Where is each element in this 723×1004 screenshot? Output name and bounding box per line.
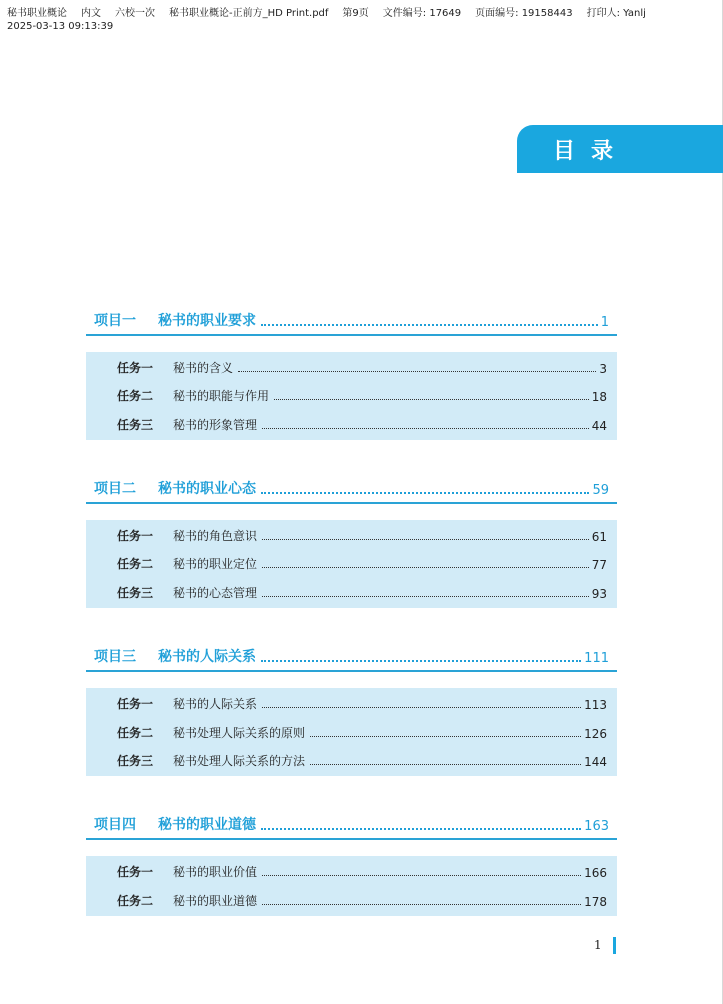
header-file-name: 秘书职业概论-正前方_HD Print.pdf (169, 8, 329, 19)
leader-dots (261, 322, 598, 326)
task-title: 秘书的职能与作用 (173, 389, 270, 404)
toc-task-entry[interactable] (86, 689, 617, 718)
project-title: 秘书的职业要求 (158, 313, 256, 329)
page-number: 1 (594, 938, 602, 952)
toc-task-entry[interactable] (86, 857, 617, 886)
task-title: 秘书的职业定位 (173, 557, 258, 572)
header-printer: 打印人: Yanlj (586, 8, 646, 19)
project-number: 项目四 (94, 817, 136, 834)
project-page: 163 (584, 819, 609, 835)
project-page: 1 (600, 315, 609, 330)
leader-dots (262, 902, 581, 905)
toc-task-entry[interactable] (86, 578, 617, 607)
task-number: 任务一 (117, 528, 154, 543)
task-number: 任务三 (117, 418, 154, 433)
task-number: 任务一 (117, 696, 154, 711)
leader-dots (238, 369, 596, 372)
project-title: 秘书的职业心态 (158, 481, 256, 498)
toc-project-group (86, 300, 617, 440)
task-page: 44 (591, 419, 607, 434)
task-page: 93 (591, 587, 607, 602)
toc-project-group (86, 804, 617, 915)
toc-task-entry[interactable] (86, 550, 617, 579)
task-list (86, 352, 617, 440)
leader-dots (262, 565, 589, 568)
task-title: 秘书的人际关系 (173, 696, 258, 711)
project-title: 秘书的人际关系 (158, 649, 256, 666)
header-page: 第9页 (342, 8, 369, 19)
task-number: 任务二 (117, 725, 154, 740)
leader-dots (261, 658, 581, 662)
task-title: 秘书的职业道德 (173, 893, 258, 908)
header-timestamp: 2025-03-13 09:13:39 (7, 21, 114, 32)
project-number: 项目二 (94, 481, 136, 498)
toc-project-entry[interactable] (86, 300, 617, 336)
task-title: 秘书的心态管理 (173, 586, 258, 601)
leader-dots (262, 537, 589, 540)
task-number: 任务一 (117, 864, 154, 879)
task-page: 113 (584, 697, 607, 712)
page-title: 目录 (553, 137, 630, 164)
header-proof: 六校一次 (115, 8, 155, 19)
toc-project-entry[interactable] (86, 804, 617, 840)
leader-dots (262, 873, 581, 876)
task-page: 126 (584, 726, 607, 741)
toc-task-entry[interactable] (86, 410, 617, 439)
project-page: 111 (584, 651, 609, 667)
leader-dots (261, 490, 589, 494)
task-number: 任务二 (117, 893, 154, 908)
leader-dots (262, 705, 581, 708)
leader-dots (262, 594, 589, 597)
task-page: 18 (591, 390, 607, 405)
task-title: 秘书的含义 (173, 360, 234, 375)
project-title: 秘书的职业道德 (158, 817, 256, 834)
toc-project-entry[interactable] (86, 468, 617, 504)
task-number: 任务一 (117, 360, 154, 375)
task-number: 任务二 (117, 389, 154, 404)
leader-dots (310, 762, 581, 765)
page-number-marker (613, 937, 616, 954)
toc-task-entry[interactable] (86, 382, 617, 411)
task-page: 61 (591, 529, 607, 544)
task-page: 166 (584, 865, 607, 880)
task-page: 178 (584, 894, 607, 909)
task-title: 秘书的形象管理 (173, 418, 258, 433)
header-book: 秘书职业概论 (7, 8, 67, 19)
leader-dots (262, 426, 589, 429)
toc-task-entry[interactable] (86, 718, 617, 747)
table-of-contents (86, 300, 617, 944)
task-list (86, 688, 617, 776)
project-number: 项目一 (94, 313, 136, 329)
task-page: 3 (599, 361, 607, 376)
leader-dots (310, 734, 581, 737)
task-title: 秘书的角色意识 (173, 528, 258, 543)
task-number: 任务三 (117, 586, 154, 601)
task-number: 任务二 (117, 557, 154, 572)
header-page-no: 页面编号: 19158443 (475, 8, 573, 19)
print-header (7, 7, 707, 33)
header-file-no: 文件编号: 17649 (382, 8, 462, 19)
task-page: 77 (591, 558, 607, 573)
task-title: 秘书的职业价值 (173, 864, 258, 879)
header-section: 内文 (81, 8, 101, 19)
toc-task-entry[interactable] (86, 521, 617, 550)
leader-dots (274, 397, 589, 400)
task-list (86, 520, 617, 608)
leader-dots (261, 826, 581, 830)
task-page: 144 (584, 755, 607, 770)
toc-task-entry[interactable] (86, 747, 617, 776)
title-banner (517, 125, 723, 173)
project-page: 59 (592, 483, 609, 499)
toc-task-entry[interactable] (86, 886, 617, 915)
toc-project-group (86, 468, 617, 608)
task-title: 秘书处理人际关系的原则 (173, 725, 306, 740)
task-number: 任务三 (117, 754, 154, 769)
project-number: 项目三 (94, 649, 136, 666)
task-list (86, 856, 617, 915)
toc-project-entry[interactable] (86, 636, 617, 672)
toc-task-entry[interactable] (86, 353, 617, 382)
task-title: 秘书处理人际关系的方法 (173, 754, 306, 769)
toc-project-group (86, 636, 617, 776)
